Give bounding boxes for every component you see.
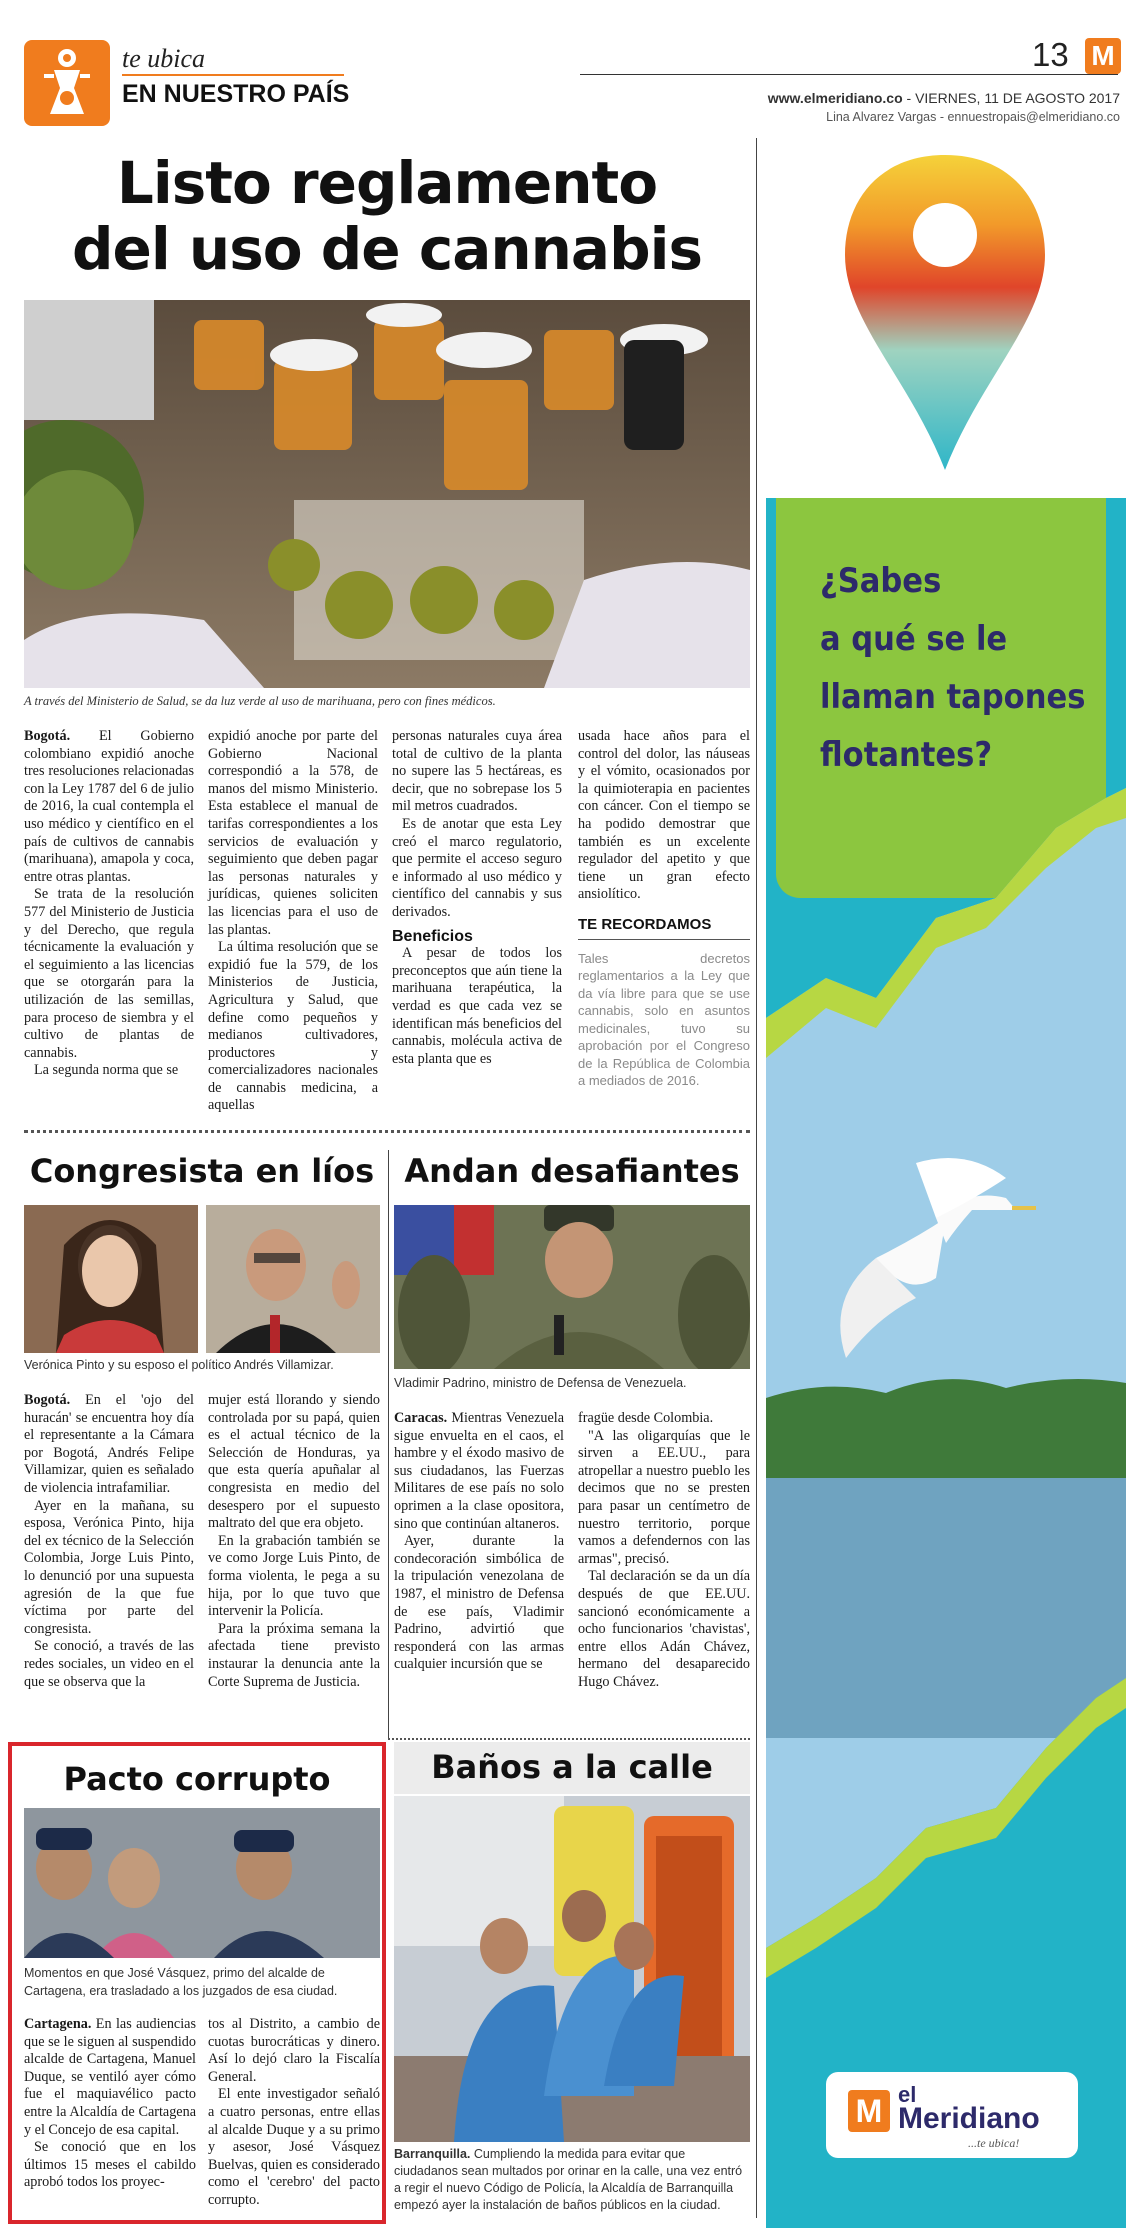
section-logo <box>24 40 110 126</box>
kicker-rule <box>122 74 344 76</box>
photo-villamizar-art <box>206 1205 380 1353</box>
section-kicker: te ubica <box>122 44 206 73</box>
story2-c2: mujer está llorando y siendo controlada por su papá, quien es el actual técnico de la Selección de Honduras, ya que esta quería apuñalar al congresista en medio del desespero por el supuesto maltrato del que era objeto. <box>208 1392 380 1532</box>
ad-logo-tag: ...te ubica! <box>968 2136 1020 2150</box>
photo-veronica-art <box>24 1205 198 1353</box>
cannabis-photo <box>24 300 750 688</box>
story3-dateline: Caracas. <box>394 1410 448 1426</box>
ad-brand-logo[interactable] <box>826 2072 1078 2158</box>
subhead-beneficios: Beneficios <box>392 927 473 945</box>
page-number: 13 <box>1032 36 1069 73</box>
site-url[interactable]: www.elmeridiano.co <box>767 90 903 106</box>
main-c3-p2: Es de anotar que esta Ley creó el marco regulatorio, que permite el acceso seguro e informado al uso médico y científico del cannabis y sus derivados. <box>392 815 562 920</box>
story4-c2b: El ente investigador señaló a cuatro personas, entre ellas al alcalde Duque y a su primo y asesor, José Vásquez Buelvas, quien es considerado como el 'cerebro' del pacto corrupto. <box>208 2086 380 2208</box>
story2-c1: En el 'ojo del huracán' se encuentra hoy día el representante a la Cámara por Bogotá, Andrés Felipe Villamizar, quien es señalado de violencia intrafamiliar. <box>24 1392 194 1496</box>
story4-dateline: Cartagena. <box>24 2016 92 2032</box>
ad-logo-el: el <box>898 2082 917 2107</box>
story-divider <box>388 1150 389 1738</box>
main-column-1 <box>24 728 194 1080</box>
photo-padrino-art <box>394 1205 750 1369</box>
story3-column-2 <box>578 1410 750 1692</box>
ad-line-4: flotantes? <box>820 735 993 775</box>
main-c1-p2: Se trata de la resolución 577 del Ministerio de Justicia y del Derecho, que regula técnicamente la evaluación y el seguimiento a las licencias que se otorgarán para la utilización de las semillas, para proceso de siembra y el cultivo de plantas de cannabis. <box>24 886 194 1061</box>
story3-c2: fragüe desde Colombia. <box>578 1410 714 1426</box>
ad-logo-badge: M <box>848 2090 890 2132</box>
ad-headline <box>820 552 1085 784</box>
story3-c1: Mientras Venezuela sigue envuelta en el caos, el hambre y el éxodo masivo de sus ciudadanos, las Fuerzas Militares de ese país no solo oprimen a la clase opositora, sino que continúan altaneros. <box>394 1410 565 1532</box>
ad-line-1: ¿Sabes <box>820 561 942 601</box>
te-recordamos-text: Tales decretos reglamentarios a la Ley que da vía libre para que se use cannabis, solo en asuntos medicinales, tuvo su aprobación por el Congreso de la República de Colombia a mediados de 2016. <box>578 950 750 1089</box>
ad-logo-name: Meridiano <box>898 2102 1040 2135</box>
story2-c2c: Para la próxima semana la afectada tiene previsto instaurar la denuncia ante la Corte Suprema de Justicia. <box>208 1620 380 1690</box>
story4-c2: tos al Distrito, a cambio de cuotas burocráticas y dinero. Así lo dejó claro la Fiscalía General. <box>208 2016 380 2085</box>
story3-column-1 <box>394 1410 564 1674</box>
photo-vladimir-padrino <box>394 1205 750 1369</box>
story4-c1: En las audiencias que se le siguen al suspendido alcalde de Cartagena, Manuel Duque, se ventiló ayer cómo fue el maquiavélico pacto entre la Alcaldía de Cartagena y el Concejo de esa capital. <box>24 2016 196 2138</box>
subhead-te-recordamos: TE RECORDAMOS <box>578 915 712 933</box>
column-divider <box>756 138 757 2218</box>
headline-andan-desafiantes: Andan desafiantes <box>404 1152 740 1190</box>
story4-column-2 <box>208 2016 380 2210</box>
story2-dateline: Bogotá. <box>24 1392 71 1408</box>
photo-jose-vasquez <box>24 1808 380 1958</box>
story3-c2c: Tal declaración se da un día después de que EE.UU. sancionó económicamente a ocho funcionarios 'chavistas', entre ellos Adán Chávez, hermano del desaparecido Hugo Chávez. <box>578 1568 750 1690</box>
caption-padrino: Vladimir Padrino, ministro de Defensa de Venezuela. <box>394 1376 687 1390</box>
main-c1-p1: El Gobierno colombiano expidió anoche tres resoluciones relacionadas con la Ley 1787 del 6 de julio de 2016, la cual contempla el uso médico y científico en el país de cultivos de cannabis (marihuana), amapola y coca, entre otras plantas. <box>24 728 194 885</box>
story4-c1b: Se conoció que en los últimos 15 meses el cabildo aprobó todos los proyec- <box>24 2139 196 2191</box>
mascot-icon <box>24 40 110 126</box>
photo-banos-publicos <box>394 1796 750 2142</box>
main-dateline: Bogotá. <box>24 728 71 744</box>
main-c3-p1: personas naturales cuya área total de cultivo de la planta no supere las 5 hectáreas, es decir, que no sobrepase los 5 mil metros cuadrados. <box>392 728 562 815</box>
main-c2-p2: La última resolución que se expidió fue la 579, de los Ministerios de Justicia, Agricultura y Salud, que define como pequeños y medianos cultivadores, productores y comercializadores nacionales de cannabis medicina, a aquellas <box>208 939 378 1114</box>
story3-c2b: "A las oligarquías que le sirven a EE.UU., para atropellar a nuestro pueblo les decimos que no se presten para pasar un centímetro de nuestro territorio, porque vamos a defendernos con las armas", precisó. <box>578 1427 750 1567</box>
issue-date: - VIERNES, 11 DE AGOSTO 2017 <box>906 90 1120 106</box>
subhead-rule <box>578 939 750 940</box>
brand-badge: M <box>1085 38 1121 74</box>
photo-banos-art <box>394 1796 750 2142</box>
header-rule <box>580 74 1118 75</box>
headline-line-2: del uso de cannabis <box>72 215 702 283</box>
lower-divider <box>388 1738 750 1740</box>
caption-congresista: Verónica Pinto y su esposo el político Andrés Villamizar. <box>24 1358 334 1372</box>
section-divider-dotted <box>24 1130 750 1133</box>
headline-line-1: Listo reglamento <box>116 149 658 217</box>
story5-dateline: Barranquilla. <box>394 2147 471 2161</box>
main-c1-p3: La segunda norma que se <box>34 1062 179 1079</box>
main-c2-p1: expidió anoche por parte del Gobierno Nacional correspondió a la 578, de manos del mismo Ministerio. Esta establece el manual de tarifas correspondientes a los servicios de evaluación y seguimiento que deben pagar las personas naturales y jurídicas, quienes soliciten las licencias para el uso de las plantas. <box>208 728 378 938</box>
story5-caption: Cumpliendo la medida para evitar que ciudadanos sean multados por orinar en la calle, una vez entró a regir el nuevo Código de Policía, la Alcaldía de Barranquilla empezó ayer la instalación de baños públicos en la ciudad. <box>394 2147 743 2212</box>
main-headline <box>24 150 750 282</box>
caption-banos <box>394 2146 750 2214</box>
cannabis-photo-art <box>24 300 750 688</box>
story3-c1b: Ayer, durante la condecoración simbólica de la tripulación venezolana de 1987, el ministro de Defensa de ese país, Vladimir Padrino, advirtió que responderá con las armas cualquier incursión que se <box>394 1533 564 1673</box>
section-title: EN NUESTRO PAÍS <box>122 80 350 108</box>
ad-line-2: a qué se le <box>820 619 1008 659</box>
main-column-3 <box>392 728 562 1068</box>
main-c4-p1: usada hace años para el control del dolor, las náuseas y el vómito, ocasionados por la quimioterapia en pacientes con cáncer. Con el tiempo se ha podido demostrar que también es un excelente regulador del apetito y que tiene un gran efecto ansiolítico. <box>578 728 750 903</box>
photo-veronica-pinto <box>24 1205 198 1353</box>
ad-line-3: llaman tapones <box>820 677 1086 717</box>
main-c3-p3: A pesar de todos los preconceptos que aún tiene la marihuana terapéutica, la verdad es que cada vez se identifican más beneficios del cannabis, molécula activa de esta planta que es <box>392 945 562 1067</box>
main-column-2 <box>208 728 378 1115</box>
headline-congresista: Congresista en líos <box>29 1152 375 1190</box>
story2-column-1 <box>24 1392 194 1691</box>
story4-column-1 <box>24 2016 196 2192</box>
story2-c1b: Ayer en la mañana, su esposa, Verónica Pinto, hija del ex técnico de la Selección Colombia, Jorge Luis Pinto, lo denunció por una supuesta agresión de la que fue víctima por parte del congresista. <box>24 1497 194 1637</box>
main-column-4 <box>578 728 750 1090</box>
caption-vasquez: Momentos en que José Vásquez, primo del alcalde de Cartagena, era trasladado a los juzgados de esa ciudad. <box>24 1966 338 1998</box>
location-pin-icon <box>840 150 1050 480</box>
photo-vasquez-art <box>24 1808 380 1958</box>
main-photo-caption: A través del Ministerio de Salud, se da luz verde al uso de marihuana, pero con fines médicos. <box>24 694 496 708</box>
story2-column-2 <box>208 1392 380 1691</box>
story2-c2b: En la grabación también se ve como Jorge Luis Pinto, de forma violenta, le pega a su hija, por lo que tuvo que intervenir la Policía. <box>208 1532 380 1620</box>
author-line: Lina Alvarez Vargas - ennuestropais@elmeridiano.co <box>826 110 1120 124</box>
headline-pacto-corrupto: Pacto corrupto <box>63 1760 331 1798</box>
headline-banos-a-la-calle: Baños a la calle <box>431 1748 713 1786</box>
dateline <box>580 90 1120 106</box>
story2-c1c: Se conoció, a través de las redes sociales, un video en el que se observa que la <box>24 1638 194 1690</box>
photo-andres-villamizar <box>206 1205 380 1353</box>
